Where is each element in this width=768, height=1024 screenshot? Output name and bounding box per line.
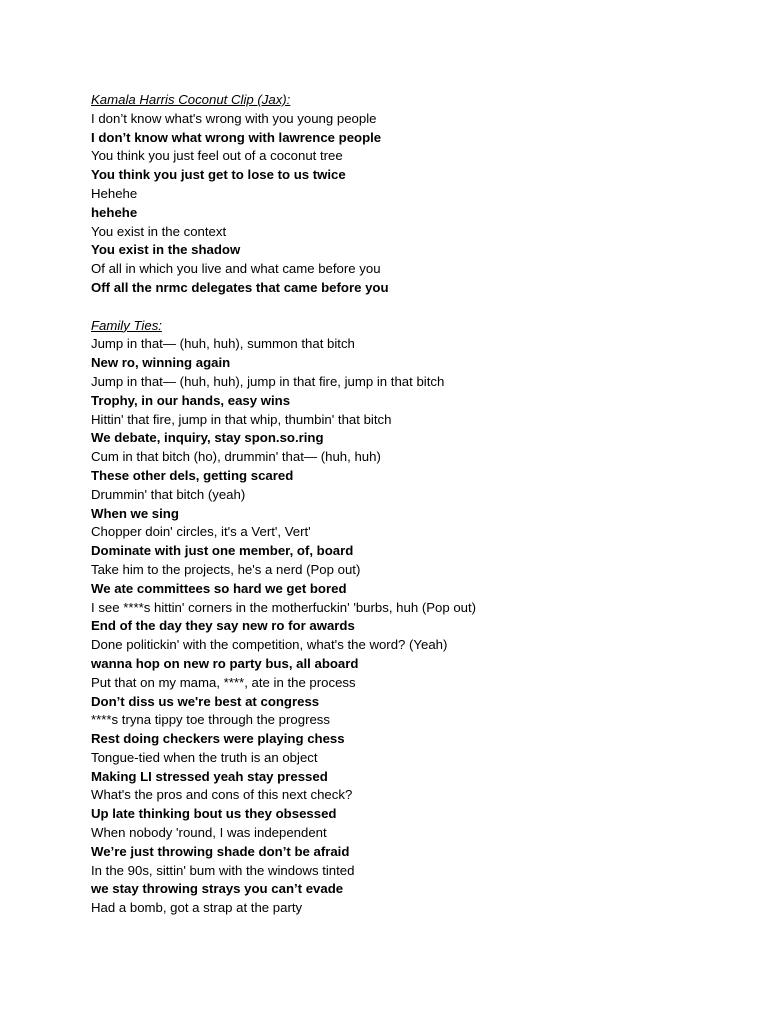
- parody-lyric-line: Rest doing checkers were playing chess: [91, 731, 345, 747]
- original-lyric-line: In the 90s, sittin' bum with the windows tinted: [91, 862, 355, 878]
- lyrics-section: [91, 317, 731, 919]
- original-lyric-line: I don’t know what's wrong with you young people: [91, 110, 377, 126]
- original-lyric-line: Jump in that— (huh, huh), jump in that fire, jump in that bitch: [91, 373, 445, 389]
- original-lyric-line: Drummin' that bitch (yeah): [91, 486, 246, 502]
- original-lyric-line: You think you just feel out of a coconut tree: [91, 148, 343, 164]
- parody-lyric-line: Dominate with just one member, of, board: [91, 543, 354, 559]
- original-lyric-line: I see ****s hittin' corners in the motherfuckin' 'burbs, huh (Pop out): [91, 599, 477, 615]
- original-lyric-line: Hittin' that fire, jump in that whip, thumbin' that bitch: [91, 411, 392, 427]
- original-lyric-line: Put that on my mama, ****, ate in the process: [91, 674, 356, 690]
- parody-lyric-line: we stay throwing strays you can’t evade: [91, 881, 344, 897]
- original-lyric-line: Hehehe: [91, 185, 138, 201]
- parody-lyric-line: You think you just get to lose to us twice: [91, 167, 346, 183]
- parody-lyric-line: We debate, inquiry, stay spon.so.ring: [91, 430, 324, 446]
- original-lyric-line: Tongue-tied when the truth is an object: [91, 749, 318, 765]
- original-lyric-line: Chopper doin' circles, it's a Vert', Vert': [91, 524, 311, 540]
- original-lyric-line: Had a bomb, got a strap at the party: [91, 900, 303, 916]
- section-heading: Family Ties:: [91, 317, 162, 333]
- parody-lyric-line: New ro, winning again: [91, 355, 231, 371]
- lyrics-section: [91, 91, 731, 298]
- original-lyric-line: What's the pros and cons of this next check?: [91, 787, 353, 803]
- parody-lyric-line: We ate committees so hard we get bored: [91, 580, 347, 596]
- parody-lyric-line: You exist in the shadow: [91, 242, 241, 258]
- parody-lyric-line: End of the day they say new ro for awards: [91, 618, 355, 634]
- parody-lyric-line: Making LI stressed yeah stay pressed: [91, 768, 328, 784]
- original-lyric-line: ****s tryna tippy toe through the progress: [91, 712, 330, 728]
- original-lyric-line: Done politickin' with the competition, what's the word? (Yeah): [91, 637, 448, 653]
- document-body: [91, 91, 731, 918]
- parody-lyric-line: We’re just throwing shade don’t be afraid: [91, 843, 350, 859]
- parody-lyric-line: Off all the nrmc delegates that came before you: [91, 279, 389, 295]
- section-heading: Kamala Harris Coconut Clip (Jax):: [91, 92, 291, 107]
- original-lyric-line: Take him to the projects, he's a nerd (Pop out): [91, 561, 361, 577]
- original-lyric-line: Jump in that— (huh, huh), summon that bitch: [91, 336, 355, 352]
- original-lyric-line: When nobody 'round, I was independent: [91, 825, 327, 841]
- parody-lyric-line: I don’t know what wrong with lawrence people: [91, 129, 382, 145]
- parody-lyric-line: Trophy, in our hands, easy wins: [91, 392, 291, 408]
- parody-lyric-line: hehehe: [91, 204, 138, 220]
- parody-lyric-line: When we sing: [91, 505, 179, 521]
- parody-lyric-line: These other dels, getting scared: [91, 467, 294, 483]
- original-lyric-line: Cum in that bitch (ho), drummin' that— (huh, huh): [91, 449, 381, 465]
- parody-lyric-line: Up late thinking bout us they obsessed: [91, 806, 337, 822]
- original-lyric-line: Of all in which you live and what came before you: [91, 261, 381, 277]
- parody-lyric-line: Don’t diss us we're best at congress: [91, 693, 320, 709]
- parody-lyric-line: wanna hop on new ro party bus, all aboard: [91, 655, 359, 671]
- original-lyric-line: You exist in the context: [91, 223, 227, 239]
